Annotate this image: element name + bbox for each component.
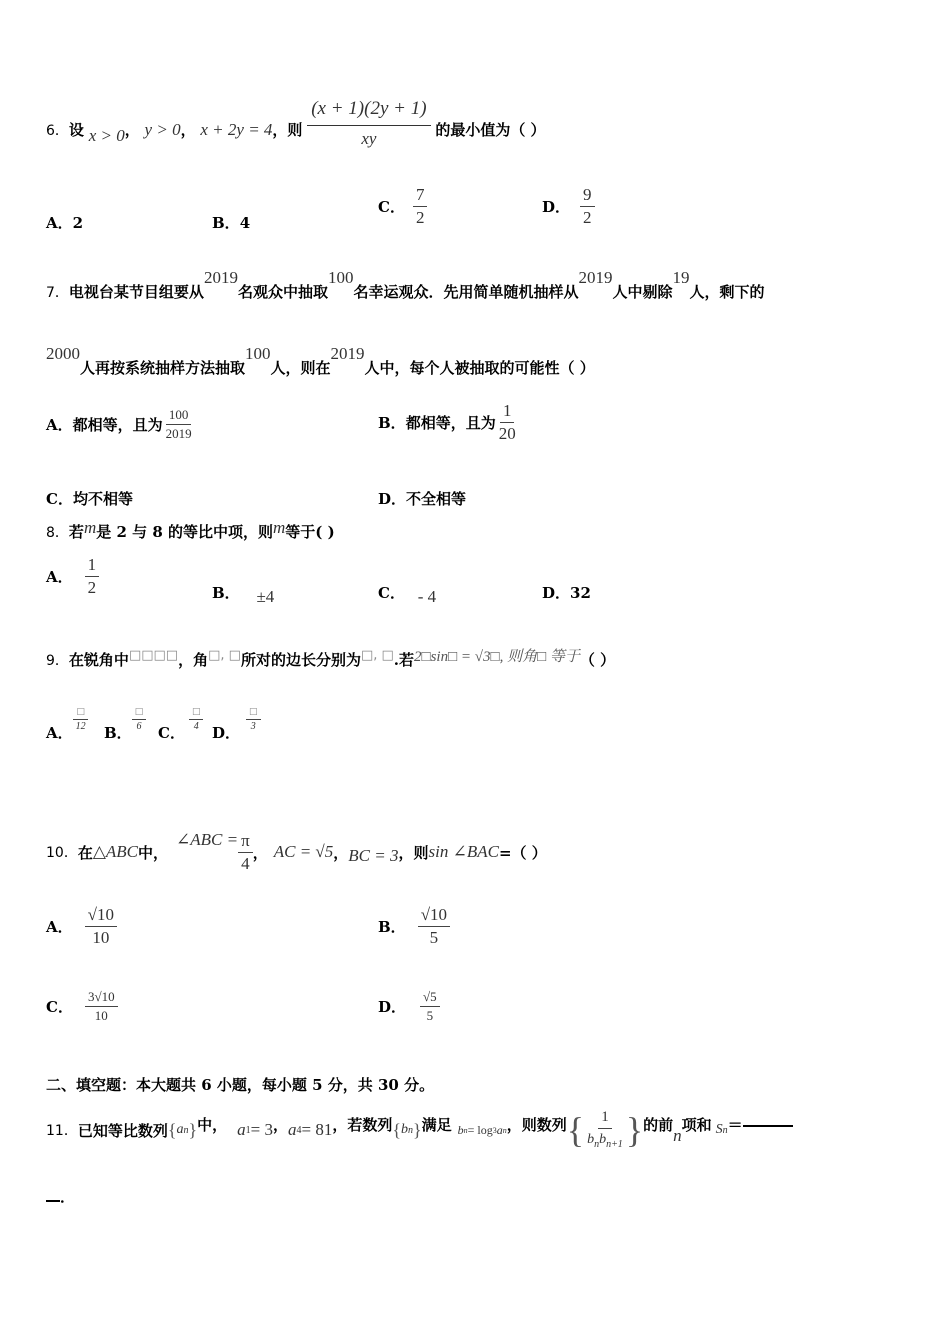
q9-text: （ ） bbox=[579, 651, 616, 669]
q9-glyph-placeholder: □, □ bbox=[208, 648, 241, 663]
q6-frac-den: xy bbox=[361, 128, 377, 148]
option-value: ±4 bbox=[256, 587, 275, 606]
q11-sub: 4 bbox=[296, 1124, 302, 1136]
q11-text: 项和 bbox=[681, 1115, 712, 1134]
q7-stem-line1 bbox=[46, 270, 765, 315]
q11-a1: a bbox=[237, 1120, 246, 1139]
q10-text: ，则 bbox=[398, 843, 429, 862]
option-fraction bbox=[496, 402, 519, 443]
q11-sub: n bbox=[502, 1125, 507, 1135]
q8-text: 是 2 与 8 的等比中项，则 bbox=[96, 523, 273, 541]
q7-text: 名观众中抽取 bbox=[237, 283, 328, 301]
q7-number: 7． bbox=[46, 285, 69, 301]
q10-sin: sin ∠BAC bbox=[428, 842, 499, 861]
frac-num: 100 bbox=[166, 408, 192, 425]
q9-text: ，角 bbox=[178, 651, 209, 669]
frac-num: □ bbox=[246, 708, 261, 720]
frac-den: 5 bbox=[429, 927, 439, 947]
q11-S: S bbox=[715, 1122, 723, 1137]
frac-den: 2 bbox=[87, 577, 97, 597]
q7-option-d[interactable] bbox=[378, 488, 466, 509]
q7-text: 名幸运观众．先用简单随机抽样从 bbox=[353, 283, 579, 301]
option-label: D． bbox=[542, 584, 571, 602]
frac-den: 4 bbox=[193, 721, 199, 733]
option-label: C． bbox=[378, 197, 405, 216]
q11-sub: n bbox=[722, 1124, 728, 1136]
q6-option-c[interactable] bbox=[378, 186, 427, 227]
q9-text: .若 bbox=[393, 651, 415, 669]
option-label: B． bbox=[212, 584, 240, 602]
q11-number: 11． bbox=[46, 1123, 78, 1139]
option-text: 均不相等 bbox=[72, 490, 133, 508]
q7-num: 100 bbox=[245, 344, 271, 363]
option-label: B． bbox=[378, 917, 406, 936]
q7-num: 2019 bbox=[203, 268, 238, 287]
q10-text: =（ ） bbox=[498, 843, 547, 862]
q11-log: = log bbox=[467, 1122, 493, 1137]
q7-text: 人中，每个人被抽取的可能性（ ） bbox=[364, 359, 595, 377]
q9-option-d[interactable] bbox=[212, 708, 261, 743]
q6-number: 6． bbox=[46, 123, 69, 139]
q6-tail: 的最小值为（ ） bbox=[435, 121, 546, 139]
q8-option-b[interactable] bbox=[212, 582, 275, 606]
q6-sep1: ， bbox=[124, 121, 140, 139]
q11-sub: n bbox=[463, 1125, 468, 1135]
answer-blank[interactable] bbox=[46, 1200, 60, 1202]
q11-sub: n bbox=[183, 1124, 189, 1136]
q8-option-d[interactable] bbox=[542, 582, 591, 603]
frac-num: √10 bbox=[418, 906, 450, 927]
q10-ac: AC = √5 bbox=[273, 842, 334, 861]
q11-bn: b bbox=[457, 1122, 464, 1137]
option-fraction bbox=[85, 556, 100, 597]
option-fraction bbox=[420, 990, 440, 1022]
q7-text: 人，则在 bbox=[270, 359, 331, 377]
q6-fraction bbox=[307, 99, 430, 148]
option-text: 都相等，且为 bbox=[405, 413, 496, 432]
option-value: 4 bbox=[239, 214, 251, 232]
option-label: C． bbox=[46, 997, 73, 1016]
q7-option-c[interactable] bbox=[46, 488, 133, 509]
q11-a1-value: = 3 bbox=[250, 1120, 273, 1139]
q10-text: 在 bbox=[77, 843, 93, 862]
option-label: A． bbox=[46, 723, 73, 742]
option-label: A． bbox=[46, 567, 73, 586]
q6-sep3: ，则 bbox=[272, 121, 303, 139]
option-fraction bbox=[85, 990, 118, 1022]
q7-num: 2019 bbox=[330, 344, 365, 363]
frac-den bbox=[584, 1129, 626, 1151]
q11-blank-continuation bbox=[46, 1186, 75, 1207]
q6-lead: 设 bbox=[68, 121, 84, 139]
q7-option-b[interactable] bbox=[378, 402, 519, 443]
frac-den: 10 bbox=[92, 927, 110, 947]
q7-num: 2000 bbox=[46, 344, 80, 363]
q7-num: 2019 bbox=[578, 268, 613, 287]
option-label: B． bbox=[104, 723, 132, 742]
left-brace-icon: { bbox=[392, 1119, 401, 1140]
option-label: A． bbox=[46, 917, 73, 936]
option-label: B． bbox=[378, 413, 406, 432]
option-label: C． bbox=[46, 490, 73, 508]
q8-var: m bbox=[272, 518, 286, 537]
frac-den: 6 bbox=[136, 721, 142, 733]
q9-stem bbox=[46, 646, 615, 676]
frac-den: 10 bbox=[94, 1007, 108, 1023]
q11-den-b: b bbox=[587, 1131, 595, 1147]
q9-glyph-placeholder: □□□□ bbox=[128, 648, 179, 663]
right-brace-icon: } bbox=[625, 1110, 644, 1150]
q9-glyph-placeholder: □, □ bbox=[360, 648, 394, 663]
frac-num: □ bbox=[73, 708, 88, 720]
frac-den: 2 bbox=[415, 207, 425, 227]
q6-cond3: x + 2y = 4 bbox=[200, 120, 273, 139]
option-fraction bbox=[132, 708, 147, 733]
q11-den-b: b bbox=[599, 1131, 607, 1147]
q6-cond1: x > 0 bbox=[88, 126, 125, 145]
q7-text: 人中剔除 bbox=[612, 283, 673, 301]
q11-text: 满足 bbox=[421, 1115, 452, 1134]
q10-angle: ∠ABC = bbox=[176, 830, 239, 849]
frac-num: □ bbox=[189, 708, 204, 720]
q9-number: 9． bbox=[46, 653, 69, 669]
q9-text: 在锐角中 bbox=[68, 651, 129, 669]
q10-bc: BC = 3 bbox=[348, 846, 399, 865]
q8-var: m bbox=[83, 518, 97, 537]
frac-num: 9 bbox=[580, 186, 595, 207]
option-text: 不全相等 bbox=[406, 490, 467, 508]
q10-number: 10． bbox=[46, 845, 78, 861]
option-label: A． bbox=[46, 415, 73, 434]
q9-option-b[interactable] bbox=[104, 708, 146, 743]
q11-end: ． bbox=[60, 1188, 76, 1206]
q11-sub: n bbox=[408, 1124, 413, 1136]
option-label: D． bbox=[378, 490, 407, 508]
q11-stem bbox=[46, 1100, 793, 1160]
q9-math: 2□sin□ = √3□, 则角□ 等于 bbox=[414, 649, 580, 665]
frac-num: 3√10 bbox=[85, 990, 118, 1007]
q9-text: 所对的边长分别为 bbox=[240, 651, 361, 669]
q8-option-c[interactable] bbox=[378, 582, 437, 606]
q8-option-a[interactable] bbox=[46, 556, 99, 597]
q7-num: 19 bbox=[672, 268, 690, 287]
q11-a4: a bbox=[288, 1120, 297, 1139]
q7-num: 100 bbox=[327, 268, 354, 287]
q9-option-a[interactable] bbox=[46, 708, 89, 743]
frac-den: 2019 bbox=[165, 425, 192, 441]
q10-option-c[interactable] bbox=[46, 990, 118, 1022]
q11-inverse-fraction bbox=[584, 1110, 626, 1150]
frac-den: 4 bbox=[241, 853, 250, 873]
option-fraction bbox=[85, 906, 117, 947]
frac-num: √5 bbox=[420, 990, 440, 1007]
option-label: D． bbox=[542, 197, 571, 216]
option-value: - 4 bbox=[417, 587, 437, 606]
option-fraction bbox=[418, 906, 450, 947]
frac-den: 20 bbox=[498, 423, 516, 443]
frac-num: □ bbox=[132, 708, 147, 720]
q11-sub: n bbox=[594, 1138, 600, 1150]
option-label: D． bbox=[212, 723, 241, 742]
q10-sep: ， bbox=[252, 843, 268, 862]
q11-sep: ， bbox=[272, 1115, 288, 1134]
q10-triangle: △ABC bbox=[92, 842, 139, 861]
right-brace-icon: } bbox=[188, 1119, 198, 1140]
option-value: 32 bbox=[570, 584, 591, 602]
q10-sep: ， bbox=[333, 843, 349, 862]
frac-num: 7 bbox=[413, 186, 428, 207]
q11-text: ，则数列 bbox=[506, 1115, 567, 1134]
frac-den: 3 bbox=[250, 721, 256, 733]
q7-text: 人再按系统抽样方法抽取 bbox=[80, 359, 246, 377]
q11-n: n bbox=[673, 1126, 682, 1145]
q10-option-d[interactable] bbox=[378, 990, 440, 1022]
q8-text: 若 bbox=[68, 523, 84, 541]
section-heading: 二、填空题：本大题共 6 小题，每小题 5 分，共 30 分。 bbox=[46, 1076, 435, 1094]
frac-num: 1 bbox=[500, 402, 515, 423]
option-label: C． bbox=[378, 584, 405, 602]
frac-den: 5 bbox=[426, 1007, 434, 1023]
option-label: D． bbox=[378, 997, 407, 1016]
q10-option-a[interactable] bbox=[46, 906, 117, 947]
q6-option-d[interactable] bbox=[542, 186, 595, 227]
option-value: 2 bbox=[72, 214, 84, 232]
q7-text: 人，剩下的 bbox=[689, 283, 765, 301]
option-fraction bbox=[73, 708, 89, 733]
option-fraction bbox=[246, 708, 261, 733]
option-label: C． bbox=[158, 723, 185, 742]
q7-option-a[interactable] bbox=[46, 408, 195, 440]
q9-option-c[interactable] bbox=[158, 708, 203, 743]
answer-blank[interactable] bbox=[743, 1125, 793, 1127]
q10-stem bbox=[46, 822, 547, 882]
q7-stem-line2 bbox=[46, 346, 595, 390]
q8-text: 等于( ) bbox=[285, 523, 335, 541]
q6-frac-num: (x + 1)(2y + 1) bbox=[307, 99, 430, 126]
option-fraction bbox=[163, 408, 195, 440]
left-brace-icon: { bbox=[167, 1119, 177, 1140]
q10-option-b[interactable] bbox=[378, 906, 450, 947]
q11-a4-value: = 81 bbox=[301, 1120, 333, 1139]
q10-text: 中， bbox=[138, 843, 169, 862]
option-fraction bbox=[413, 186, 428, 227]
right-brace-icon: } bbox=[413, 1119, 422, 1140]
q11-text: 中， bbox=[197, 1115, 228, 1134]
q11-text: ，若数列 bbox=[332, 1115, 393, 1134]
q11-sub: n+1 bbox=[606, 1138, 623, 1150]
q11-log-base: 3 bbox=[492, 1125, 497, 1135]
frac-num: π bbox=[238, 832, 253, 853]
frac-num: 1 bbox=[85, 556, 100, 577]
q11-text: 的前 bbox=[643, 1115, 674, 1134]
q6-option-b[interactable] bbox=[212, 212, 250, 233]
q11-text: ＝ bbox=[727, 1115, 743, 1134]
frac-den: 12 bbox=[75, 721, 86, 733]
q8-number: 8． bbox=[46, 525, 69, 541]
q11-text: 已知等比数列 bbox=[77, 1121, 168, 1140]
q6-sep2: ， bbox=[180, 121, 196, 139]
q11-sub: 1 bbox=[245, 1124, 251, 1136]
option-label: B． bbox=[212, 214, 240, 232]
frac-num: √10 bbox=[85, 906, 117, 927]
q11-seq-b: b bbox=[401, 1122, 408, 1137]
frac-den: 2 bbox=[583, 207, 592, 227]
q6-stem bbox=[46, 97, 546, 160]
frac-num: 1 bbox=[598, 1110, 612, 1129]
q10-angle-fraction bbox=[238, 832, 253, 873]
q11-seq-a: a bbox=[176, 1122, 184, 1137]
q6-option-a[interactable] bbox=[46, 212, 83, 233]
option-fraction bbox=[189, 708, 204, 733]
option-text: 都相等，且为 bbox=[72, 415, 163, 434]
option-label: A． bbox=[46, 214, 73, 232]
q11-an: a bbox=[496, 1122, 503, 1137]
q7-text: 电视台某节目组要从 bbox=[68, 283, 204, 301]
q6-cond2: y > 0 bbox=[144, 120, 181, 139]
left-brace-icon: { bbox=[566, 1110, 585, 1150]
q8-stem bbox=[46, 518, 335, 547]
option-fraction bbox=[580, 186, 595, 227]
